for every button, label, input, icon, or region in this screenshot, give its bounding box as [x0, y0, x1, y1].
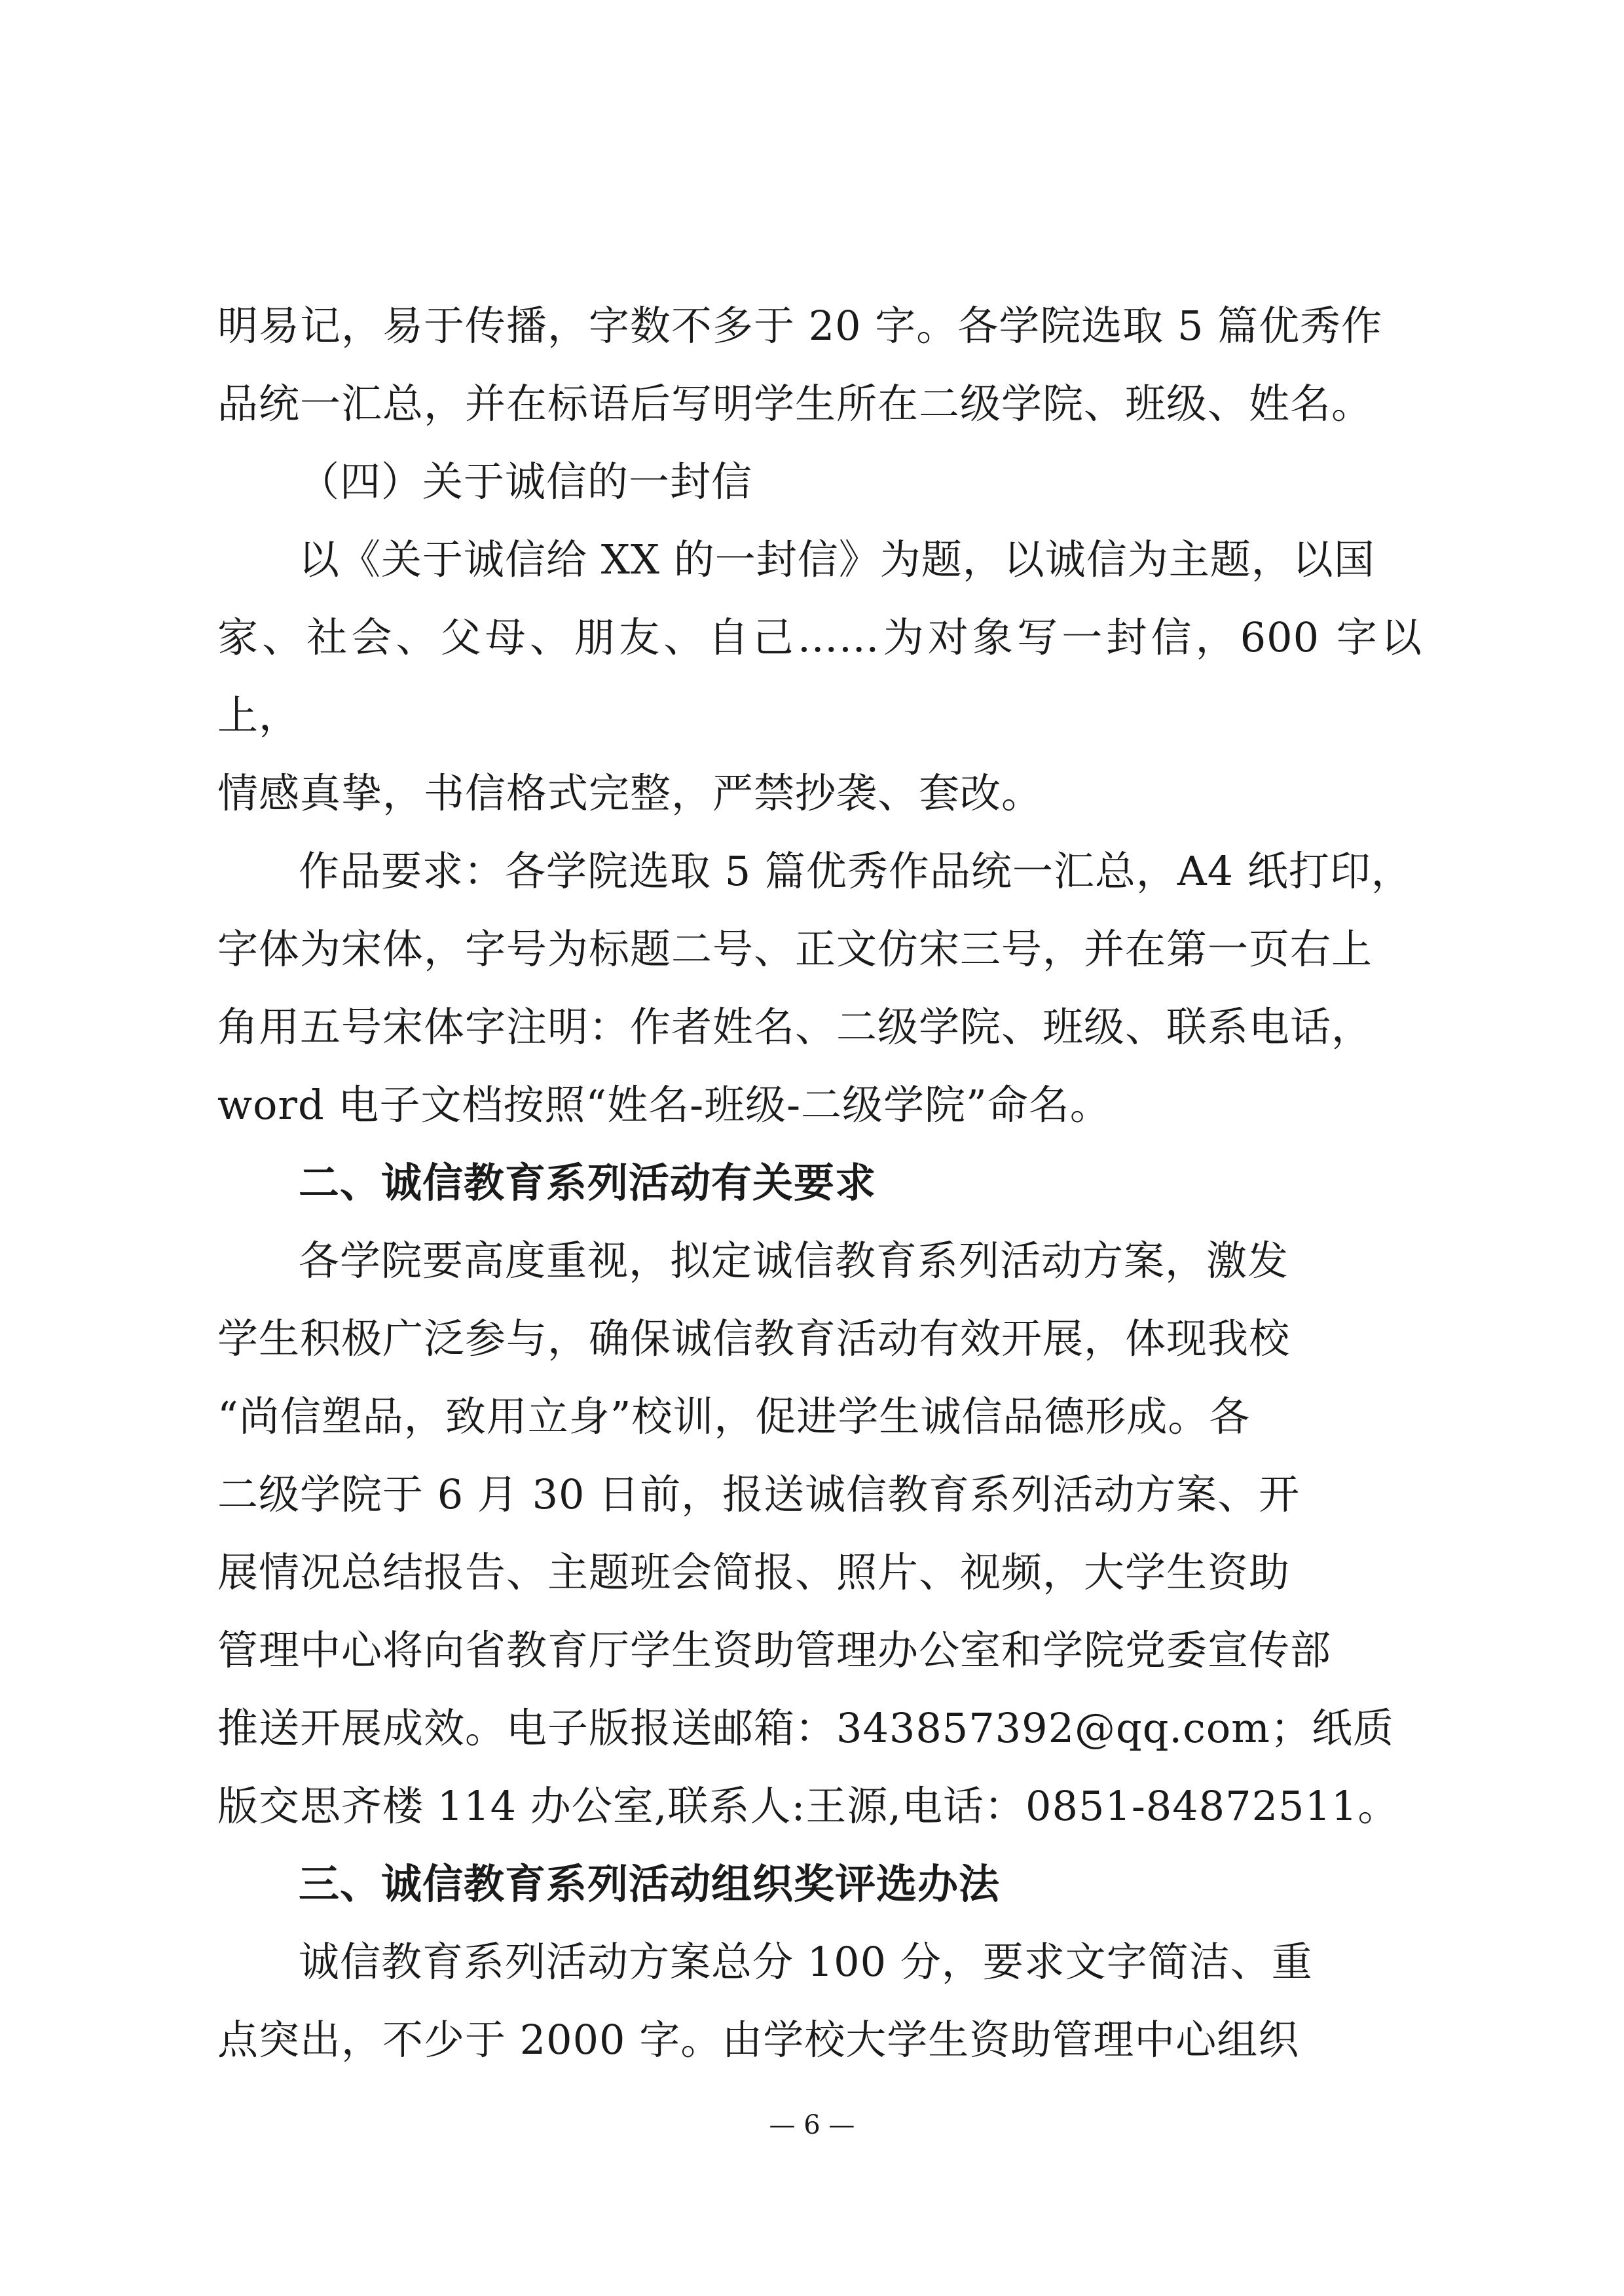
- body-line: 诚信教育系列活动方案总分 100 分，要求文字简洁、重: [299, 1938, 1313, 1986]
- body-line: 推送开展成效。电子版报送邮箱：343857392@qq.com；纸质: [217, 1704, 1394, 1752]
- body-line: 二级学院于 6 月 30 日前，报送诚信教育系列活动方案、开: [217, 1470, 1301, 1518]
- body-line: 作品要求：各学院选取 5 篇优秀作品统一汇总，A4 纸打印，: [299, 847, 1412, 895]
- body-line: 版交思齐楼 114 办公室,联系人:王源,电话：0851-84872511。: [217, 1782, 1399, 1830]
- body-line: word 电子文档按照“姓名-班级-二级学院”命名。: [217, 1081, 1111, 1129]
- body-line: 家、社会、父母、朋友、自己……为对象写一封信，600 字以上，: [217, 613, 1422, 739]
- body-line: 点突出，不少于 2000 字。由学校大学生资助管理中心组织: [217, 2016, 1300, 2064]
- body-line: 明易记，易于传播，字数不多于 20 字。各学院选取 5 篇优秀作: [217, 302, 1383, 350]
- section-heading: 三、诚信教育系列活动组织奖评选办法: [299, 1860, 1001, 1908]
- body-line: 学生积极广泛参与，确保诚信教育活动有效开展，体现我校: [217, 1315, 1291, 1362]
- subsection-title: （四）关于诚信的一封信: [299, 458, 753, 505]
- body-line: 展情况总结报告、主题班会简报、照片、视频，大学生资助: [217, 1548, 1291, 1596]
- body-line: 字体为宋体，字号为标题二号、正文仿宋三号，并在第一页右上: [217, 925, 1373, 973]
- body-line: 管理中心将向省教育厅学生资助管理办公室和学院党委宣传部: [217, 1626, 1332, 1674]
- body-line: 情感真挚，书信格式完整，严禁抄袭、套改。: [217, 769, 1043, 817]
- body-line: 品统一汇总，并在标语后写明学生所在二级学院、班级、姓名。: [217, 380, 1373, 428]
- body-line: 各学院要高度重视，拟定诚信教育系列活动方案，激发: [299, 1237, 1289, 1285]
- body-line: “尚信塑品，致用立身”校训，促进学生诚信品德形成。各: [217, 1393, 1251, 1440]
- section-heading: 二、诚信教育系列活动有关要求: [299, 1159, 877, 1207]
- document-body: [217, 287, 1422, 2079]
- page-number: — 6 —: [769, 2110, 855, 2140]
- body-line: 角用五号宋体字注明：作者姓名、二级学院、班级、联系电话，: [217, 1003, 1373, 1051]
- body-line: 以《关于诚信给 XX 的一封信》为题，以诚信为主题，以国: [299, 536, 1375, 583]
